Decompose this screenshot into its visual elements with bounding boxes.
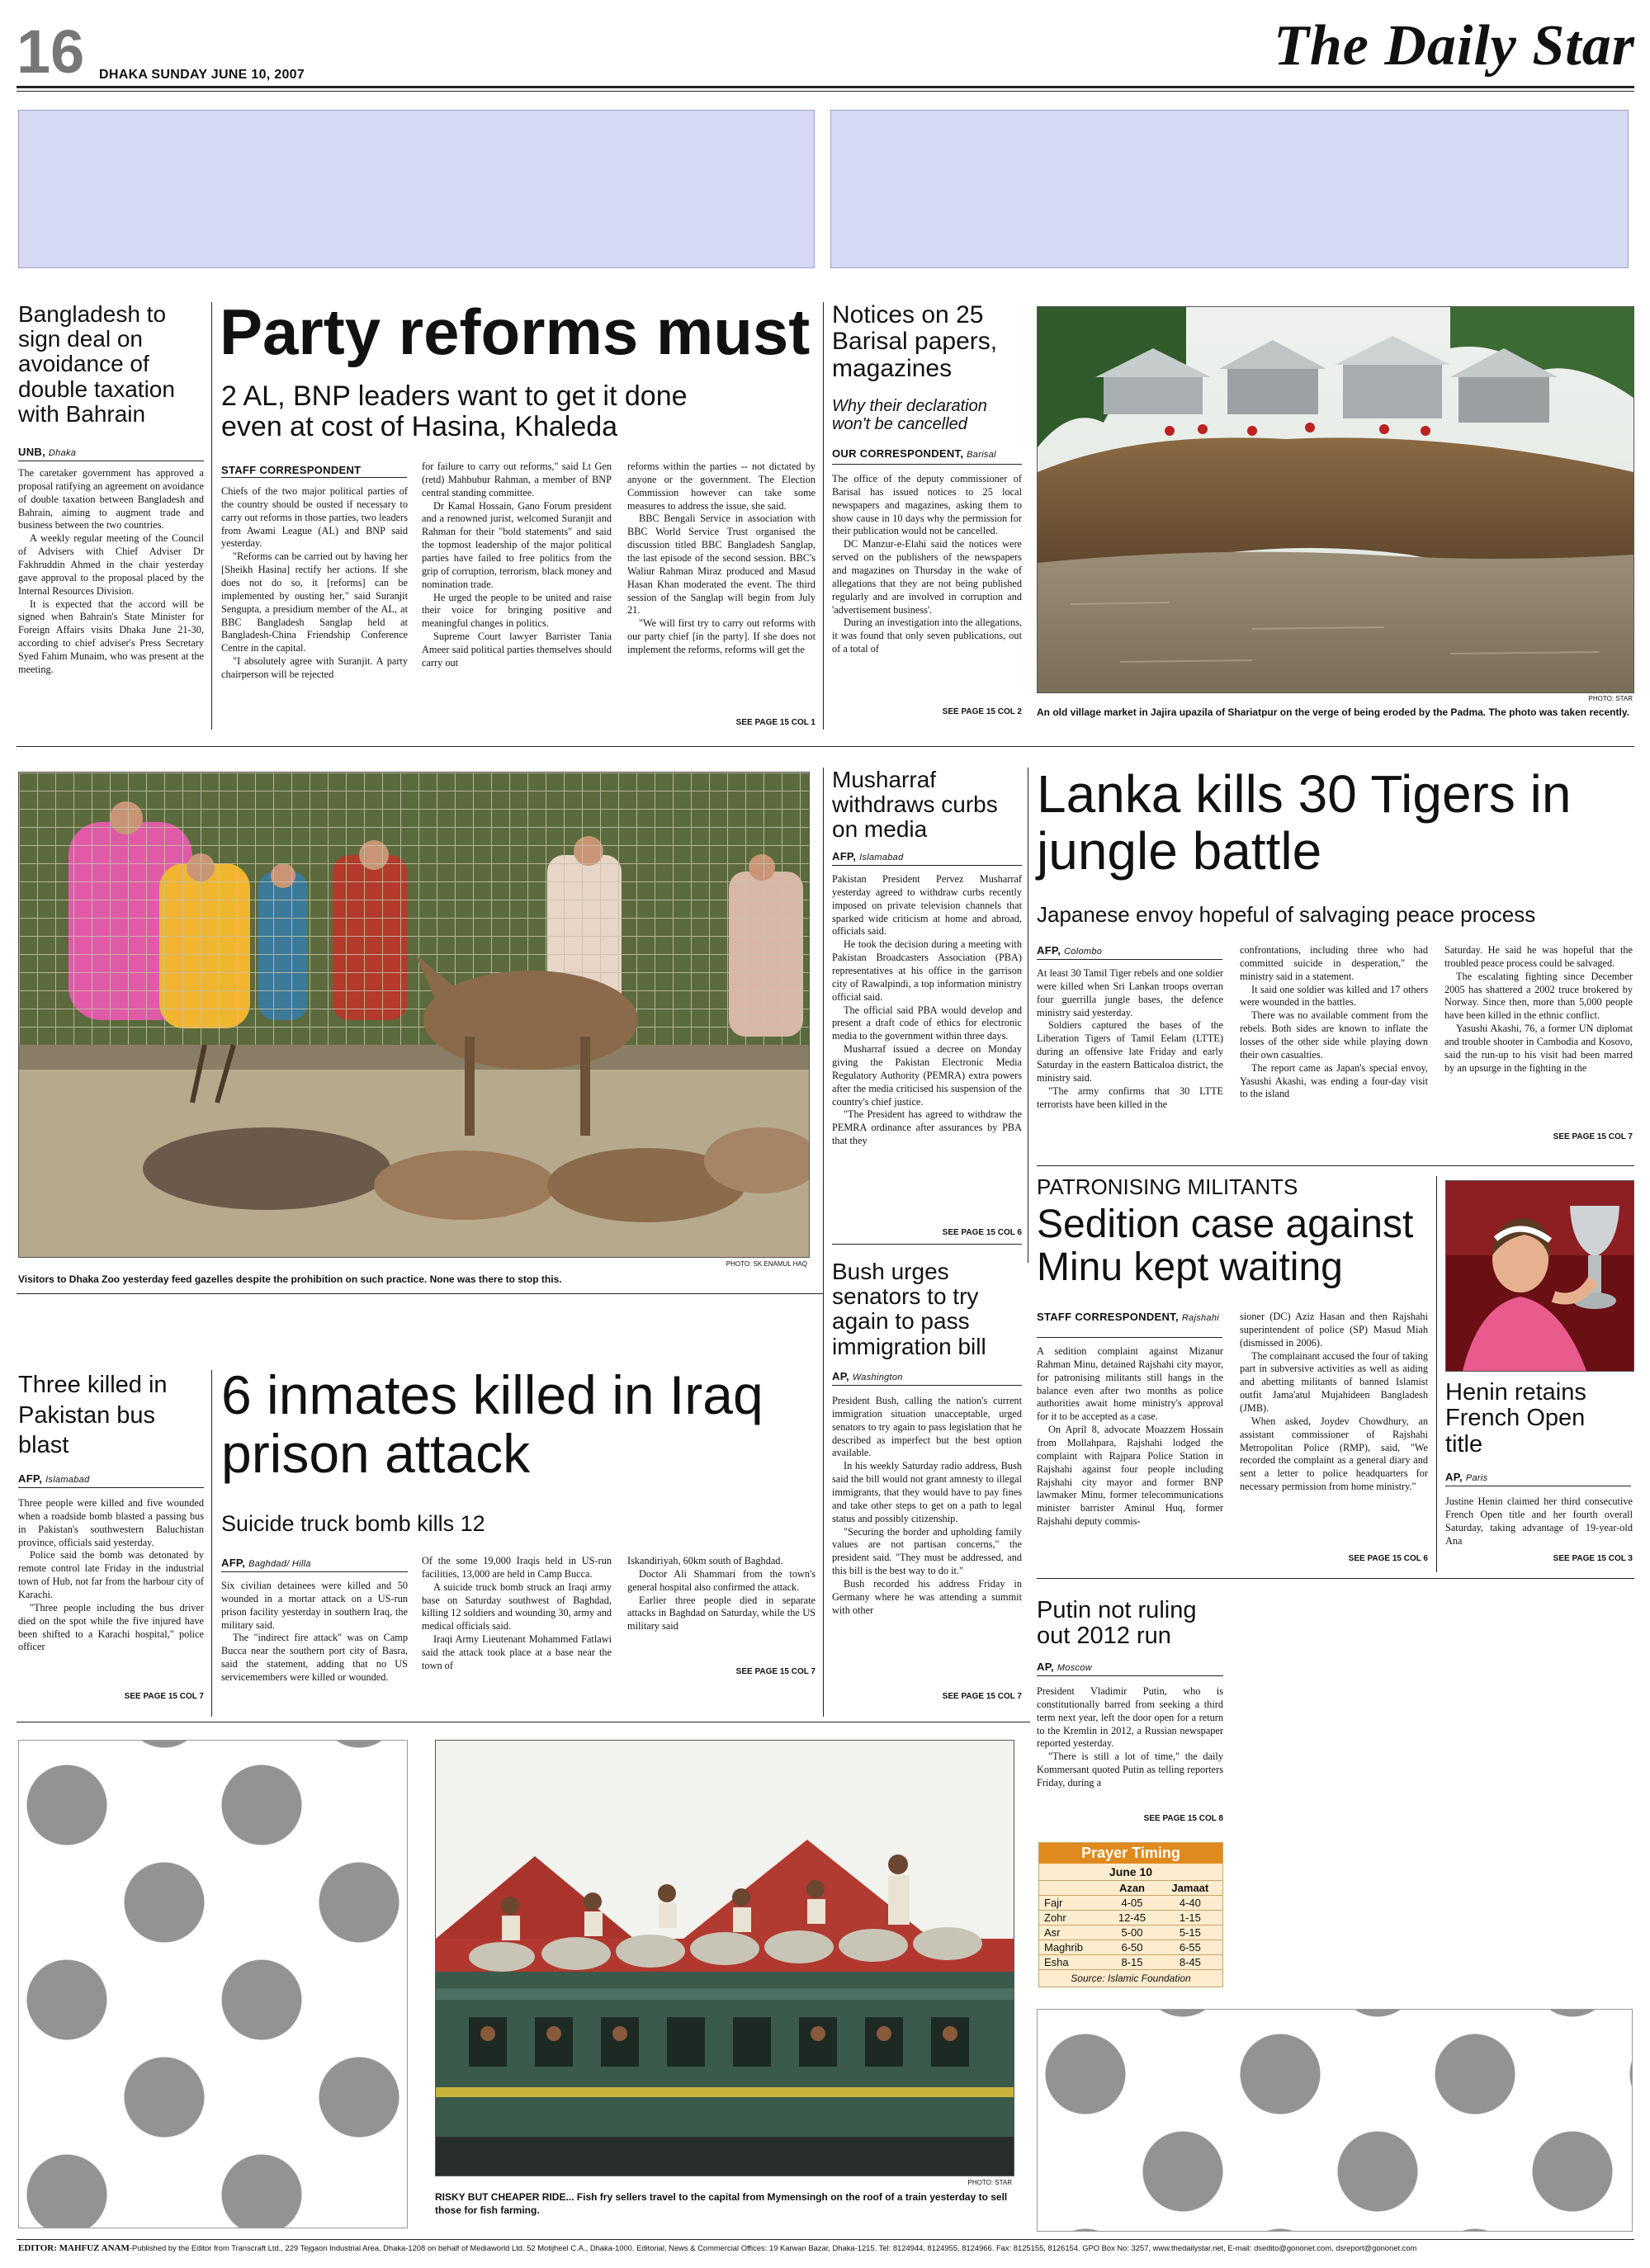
footer-editor: EDITOR: MAHFUZ ANAM xyxy=(18,2243,130,2253)
body-sedition-col2: sioner (DC) Aziz Hasan and then Rajshahi superintendent of police (SP) Masud Miah (dismissed in 2006). The complainant accused the four of taking part in subversive activities as well as aiding and abetting militants of banned Islamist outfit Jama'atul Mujahideen Bangladesh (JMB). When asked, Joydev Chowdhury, an assistant commissioner of Rajshahi Metropolitan Police (RMP), said, "We recorded the complaint as a general diary and sent a letter to police headquarters for necessary permission from home ministry." xyxy=(1240,1311,1428,1493)
body-pakistan: Three people were killed and five wounded when a roadside bomb blasted a passing bus in Pakistan's southwestern Baluchistan province, officials said yesterday. Police said the bomb was detonated by remote control late Friday in the industrial town of Hub, not far from the harbour city of Karachi. "Three people including the bus driver died on the spot while the five injured have been shifted to a Karachi hospital," police officer xyxy=(18,1497,204,1653)
prayer-name: Zohr xyxy=(1039,1911,1106,1925)
section-rule xyxy=(832,1244,1022,1245)
byline-pakistan: AFP, Islamabad xyxy=(18,1472,90,1485)
rule-bush xyxy=(832,1385,1022,1386)
prayer-col-azan: Azan xyxy=(1106,1881,1157,1896)
body-party-col2: for failure to carry out reforms," said Lt Gen (retd) Mahbubur Rahman, a member of BNP central standing committee. Dr Kamal Hossain, Gano Forum president and a renowned jurist, welcomed Suranjit and Rahman for their "bold statements" and said the topmost leadership of the major political parties have failed to free politics from the grip of corruption, terrorism, black money and nomination trade. He urged the people to be united and raise their voice for bringing positive and meaningful changes in politics. Supreme Court lawyer Barrister Tania Ameer said political parties themselves should carry out xyxy=(422,461,612,669)
prayer-jamaat: 4-40 xyxy=(1158,1896,1222,1911)
prayer-timing-box xyxy=(1038,1842,1223,1987)
caption-zoo: Visitors to Dhaka Zoo yesterday feed gazelles despite the prohibition on such practice. None was there to stop this. xyxy=(18,1273,562,1285)
headline-musharraf: Musharraf withdraws curbs on media xyxy=(832,767,998,843)
photo-credit-train: PHOTO: STAR xyxy=(967,2179,1012,2186)
byline-henin: AP, Paris xyxy=(1445,1471,1488,1483)
subhead-party: 2 AL, BNP leaders want to get it done even at cost of Hasina, Khaleda xyxy=(221,380,688,442)
body-lanka-col1: At least 30 Tamil Tiger rebels and one soldier were killed when Sri Lankan troops overran four guerrilla jungle bases, the defence ministry said yesterday. Soldiers captured the bases of the Liberation Tigers of Tamil Eelam (LTTE) during an offensive late Friday and early Saturday in the eastern Batticaloa district, the ministry said. "The army confirms that 30 LTTE terrorists have been killed in the xyxy=(1037,967,1223,1110)
rule-iraq xyxy=(221,1571,408,1572)
prayer-row xyxy=(1039,1911,1222,1925)
rule-lanka xyxy=(1037,959,1222,960)
prayer-timing-date: June 10 xyxy=(1039,1864,1222,1881)
body-putin: President Vladimir Putin, who is constitutionally barred from seeking a third term next year, left the door open for a return to the Kremlin in 2012, a Russian newspaper reported yesterday. "There is still a lot of time," the daily Kommersant quoted Putin as telling reporters Friday, during a xyxy=(1037,1685,1223,1789)
jump-notices: SEE PAGE 15 COL 2 xyxy=(942,707,1022,716)
photo-river-erosion xyxy=(1037,306,1634,693)
pattern-placeholder-left xyxy=(18,1740,408,2228)
byline-bush: AP, Washington xyxy=(832,1370,903,1382)
byline-lanka: AFP, Colombo xyxy=(1037,944,1103,957)
masthead-rule-thin xyxy=(17,91,1634,92)
jump-sedition: SEE PAGE 15 COL 6 xyxy=(1348,1554,1428,1563)
jump-iraq: SEE PAGE 15 COL 7 xyxy=(735,1667,816,1676)
section-rule xyxy=(1037,1578,1634,1579)
section-rule xyxy=(17,746,1634,747)
byline-musharraf: AFP, Islamabad xyxy=(832,850,904,862)
dateline: DHAKA SUNDAY JUNE 10, 2007 xyxy=(99,68,305,82)
prayer-azan: 6-50 xyxy=(1106,1940,1157,1955)
rule-party xyxy=(221,477,407,478)
body-iraq-col3: Iskandiriyah, 60km south of Baghdad. Doctor Ali Shammari from the town's general hospital also confirmed the attack. Earlier three people died in separate attacks in Baghdad on Saturday, while the US military said xyxy=(627,1555,816,1632)
rule-pakistan xyxy=(18,1487,204,1488)
body-party-col1: Chiefs of the two major political parties of the country should be ousted if necessary to carry out reforms in those parties, two leaders from Awami League (AL) and BNP said yesterday. "Reforms can be carried out by having her [Sheikh Hasina] rectify her actions. If she does not do so, it [reforms] can be implemented by ousting her," said Suranjit Sengupta, a presidium member of the AL, at BBC Bangladesh Sanglap held at Bangladesh-China Friendship Conference Centre in the capital. "I absolutely agree with Suranjit. A party chairperson will be rejected xyxy=(221,485,408,681)
prayer-timing-title: Prayer Timing xyxy=(1039,1843,1222,1864)
subhead-notices: Why their declaration won't be cancelled xyxy=(832,397,987,433)
rule-musharraf xyxy=(832,865,1022,866)
prayer-azan: 8-15 xyxy=(1106,1955,1157,1970)
prayer-col-jamaat: Jamaat xyxy=(1158,1881,1222,1896)
byline-notices: OUR CORRESPONDENT, Barisal xyxy=(832,447,996,460)
section-rule xyxy=(1037,1165,1634,1166)
body-sedition-col1: A sedition complaint against Mizanur Rahman Minu, detained Rajshahi city mayor, for patronising militants still hangs in the balance even after two months as police authorities await home ministry's approval for it to be accepted as a case. On April 8, advocate Moazzem Hossain from Mollahpara, Rajshahi lodged the complaint with Rajpara Police Station in Rajshahi against four people including Rajshahi city mayor and former BNP lawmaker Minu, former telecommunications minister barrister Aminul Huq, former Rajshahi deputy commis- xyxy=(1037,1345,1223,1528)
prayer-jamaat: 8-45 xyxy=(1158,1955,1222,1970)
masthead-logo: The Daily Star xyxy=(1274,14,1635,78)
masthead-rule xyxy=(17,86,1634,88)
jump-putin: SEE PAGE 15 COL 8 xyxy=(1143,1814,1223,1823)
body-musharraf: Pakistan President Pervez Musharraf yesterday agreed to withdraw curbs recently imposed on private television channels that sparked wide criticism at home and abroad, officials said. He took the decision during a meeting with Pakistan Broadcasters Association (PBA) representatives at his office in the garrison city of Rawalpindi, a top information ministry official said. The official said PBA would develop and present a draft code of ethics for electronic media to the government within three days. Musharraf issued a decree on Monday giving the Pakistan Electronic Media Regulatory Authority (PEMRA) extra powers after the media criticised his suspension of the country's chief justice. "The President has agreed to withdraw the PEMRA ordinance after assurances by PBA that they xyxy=(832,873,1022,1147)
jump-musharraf: SEE PAGE 15 COL 6 xyxy=(942,1228,1022,1237)
prayer-jamaat: 5-15 xyxy=(1158,1925,1222,1940)
prayer-name: Asr xyxy=(1039,1925,1106,1940)
prayer-row xyxy=(1039,1955,1222,1970)
jump-party: SEE PAGE 15 COL 1 xyxy=(735,718,816,727)
headline-putin: Putin not ruling out 2012 run xyxy=(1037,1597,1197,1650)
section-rule xyxy=(17,1293,824,1294)
photo-zoo-gazelles xyxy=(18,772,810,1258)
prayer-azan: 5-00 xyxy=(1106,1925,1157,1940)
body-tax: The caretaker government has approved a proposal ratifying an agreement on avoidance of double taxation between Bangladesh and Bahrain, aiming to augment trade and business between the two countries. A weekly regular meeting of the Council of Advisers with Chief Adviser Dr Fakhruddin Ahmed in the chair yesterday gave approval to the proposal placed by the Internal Resources Division. It is expected that the accord will be signed when Bahrain's State Minister for Foreign Affairs visits Dhaka June 21-30, according to chief adviser's Press Secretary Syed Fahim Munaim, who was present at the meeting. xyxy=(18,467,205,675)
photo-credit-zoo: PHOTO: SK ENAMUL HAQ xyxy=(726,1260,807,1268)
body-party-col3: reforms within the parties -- not dictated by anyone or the government. The Election Commission however can take some measures to address the issue, she said. BBC Bengali Service in association with BBC World Service Trust organised the discussion titled BBC Bangladesh Sanglap, the last episode of the second session. BBC's Waliur Rahman Miraz produced and Masud Hasan Khan moderated the event. The third session of the Sanglap will begin from July 21. "We will first try to carry out reforms with our party chief [in the party]. If she does not implement the reforms, reforms will get the xyxy=(627,461,816,656)
body-iraq-col1: Six civilian detainees were killed and 50 wounded in a mortar attack on a US-run prison facility yesterday in southern Iraq, the military said. The "indirect fire attack" was on Camp Bucca near the southern port city of Basra, said the statement, adding that no US servicemembers were killed or wounded. xyxy=(221,1580,408,1684)
byline-iraq: AFP, Baghdad/ Hilla xyxy=(221,1557,311,1569)
prayer-name: Fajr xyxy=(1039,1896,1106,1911)
headline-lanka: Lanka kills 30 Tigers in jungle battle xyxy=(1037,764,1572,881)
headline-bush: Bush urges senators to try again to pass immigration bill xyxy=(832,1259,986,1359)
headline-sedition: Sedition case against Minu kept waiting xyxy=(1037,1203,1414,1289)
ad-placeholder-left xyxy=(18,110,815,268)
jump-henin: SEE PAGE 15 COL 3 xyxy=(1553,1554,1633,1563)
page-number: 16 xyxy=(17,17,85,86)
body-notices: The office of the deputy commissioner of Barisal has issued notices to 25 local newspapers and magazines, asking them to show cause in 10 days why the permission for their publication would not be cancelled. DC Manzur-e-Elahi said the notices were served on the publishers of the newspapers and magazines on Thursday in the wake of allegations that they are not being published regularly and are involved in corruption and 'advertisement business'. During an investigation into the allegations, it was found that only seven publications, out of a total of xyxy=(832,473,1022,655)
photo-credit-erosion: PHOTO: STAR xyxy=(1588,695,1633,702)
rule-sedition xyxy=(1037,1337,1222,1338)
headline-party: Party reforms must xyxy=(220,295,811,368)
photo-train-roof xyxy=(435,1740,1014,2176)
caption-train: RISKY BUT CHEAPER RIDE... Fish fry sellers travel to the capital from Mymensingh on the roof of a train yesterday to sell those for fish farming. xyxy=(435,2191,1008,2216)
prayer-timing-table xyxy=(1039,1881,1222,1970)
body-lanka-col2: confrontations, including three who had committed suicide in desperation," the ministry said in a statement. It said one soldier was killed and 17 others were wounded in the battles. There was no available comment from the rebels. Both sides are known to inflate the losses of the other side while playing down their own casualties. The report came as Japan's special envoy, Yasushi Akashi, was ending a four-day visit to the island xyxy=(1240,944,1428,1100)
headline-notices: Notices on 25 Barisal papers, magazines xyxy=(832,301,998,382)
body-bush: President Bush, calling the nation's current immigration situation unacceptable, urged senators to try again to pass legislation that he described as imperfect but the best option available. In his weekly Saturday radio address, Bush said the bill would not grant amnesty to illegal immigrants, that they would have to pay fines and take other steps to get on a path to legal status and possibly citizenship. "Securing the border and upholding family values are not partisan concerns," the president said. "They must be addressed, and this bill is the best way to do it." Bush recorded his address Friday in Germany where he was attending a summit with other xyxy=(832,1395,1022,1616)
col-divider xyxy=(211,302,212,730)
body-henin: Justine Henin claimed her third consecutive French Open title and her fourth overall Saturday, taking advantage of 19-year-old Ana xyxy=(1445,1495,1633,1547)
photo-henin-trophy xyxy=(1445,1180,1634,1372)
prayer-row xyxy=(1039,1896,1222,1911)
col-divider xyxy=(823,302,824,730)
prayer-timing-source: Source: Islamic Foundation xyxy=(1071,1973,1191,1984)
prayer-azan: 12-45 xyxy=(1106,1911,1157,1925)
headline-henin: Henin retains French Open title xyxy=(1445,1379,1586,1458)
prayer-name: Esha xyxy=(1039,1955,1106,1970)
footer-imprint: EDITOR: MAHFUZ ANAM-Published by the Editor from Transcraft Ltd., 229 Tejgaon Industrial Area, Dhaka-1208 on behalf of Mediaworld Ltd. 52 Motijheel C.A., Dhaka-1000. Editorial, News & Commercial Offices: 19 Karwan Bazar, Dhaka-1215. Tel: 8124944, 8124955, 8124966. Fax: 8125155, 8126154. GPO Box No: 3257, www.thedailystar.net, E-mail: dsedito@gononet.com, dsreport@gononet.com xyxy=(18,2243,1417,2253)
prayer-row xyxy=(1039,1925,1222,1940)
rule-notices xyxy=(832,464,1022,465)
prayer-name: Maghrib xyxy=(1039,1940,1106,1955)
subhead-iraq: Suicide truck bomb kills 12 xyxy=(221,1511,485,1536)
jump-lanka: SEE PAGE 15 COL 7 xyxy=(1553,1132,1633,1141)
pattern-placeholder-right xyxy=(1037,2009,1633,2232)
subhead-lanka: Japanese envoy hopeful of salvaging peace process xyxy=(1037,902,1536,927)
jump-bush: SEE PAGE 15 COL 7 xyxy=(942,1692,1022,1701)
byline-party: STAFF CORRESPONDENT xyxy=(221,464,362,476)
prayer-row xyxy=(1039,1940,1222,1955)
byline-putin: AP, Moscow xyxy=(1037,1661,1092,1673)
byline-tax: UNB, Dhaka xyxy=(18,446,77,458)
headline-iraq: 6 inmates killed in Iraq prison attack xyxy=(221,1364,764,1485)
footer-rule xyxy=(17,2239,1634,2240)
caption-erosion: An old village market in Jajira upazila of Shariatpur on the verge of being eroded by the Padma. The photo was taken recently. xyxy=(1037,706,1629,718)
ad-placeholder-right xyxy=(830,110,1629,268)
prayer-azan: 4-05 xyxy=(1106,1896,1157,1911)
col-divider xyxy=(1436,1176,1437,1572)
col-divider xyxy=(823,768,824,1717)
col-divider xyxy=(211,1370,212,1717)
rule-putin xyxy=(1037,1675,1223,1676)
body-iraq-col2: Of the some 19,000 Iraqis held in US-run facilities, 13,000 are held in Camp Bucca. A suicide truck bomb struck an Iraqi army base on Saturday southwest of Baghdad, killing 12 soldiers and wounding 30, army and medical officials said. Iraqi Army Lieutenant Mohammed Fatlawi said the attack took place at a base near the town of xyxy=(422,1555,612,1671)
headline-pakistan: Three killed in Pakistan bus blast xyxy=(18,1372,168,1459)
jump-pakistan: SEE PAGE 15 COL 7 xyxy=(124,1692,204,1701)
headline-tax: Bangladesh to sign deal on avoidance of double taxation with Bahrain xyxy=(18,301,175,427)
byline-sedition: STAFF CORRESPONDENT, Rajshahi xyxy=(1037,1311,1220,1323)
prayer-col-blank xyxy=(1039,1881,1106,1896)
body-lanka-col3: Saturday. He said he was hopeful that the troubled peace process could be salvaged. The escalating fighting since December 2005 has shattered a 2002 truce brokered by Norway. Since then, more than 5,000 people have been killed in the ethnic conflict. Yasushi Akashi, 76, a former UN diplomat and trouble shooter in Cambodia and Kosovo, said the run-up to his visit had been marred by an upsurge in the fighting in the xyxy=(1444,944,1633,1074)
prayer-jamaat: 1-15 xyxy=(1158,1911,1222,1925)
kicker-sedition: PATRONISING MILITANTS xyxy=(1037,1174,1298,1199)
footer-publisher: Published by the Editor from Transcraft Ltd., 229 Tejgaon Industrial Area, Dhaka-1208 on behalf of Mediaworld Ltd. 52 Motijheel C.A., Dhaka-1000. Editorial, News & Commercial Offices: 19 Karwan Bazar, Dhaka-1215. Tel: 8124944, 8124955, 8124966. Fax: 8125155, 8126154. GPO Box No: 3257, www.thedailystar.net, E-mail: dsedito@gononet.com, dsreport@gononet.com xyxy=(131,2243,1417,2252)
prayer-jamaat: 6-55 xyxy=(1158,1940,1222,1955)
